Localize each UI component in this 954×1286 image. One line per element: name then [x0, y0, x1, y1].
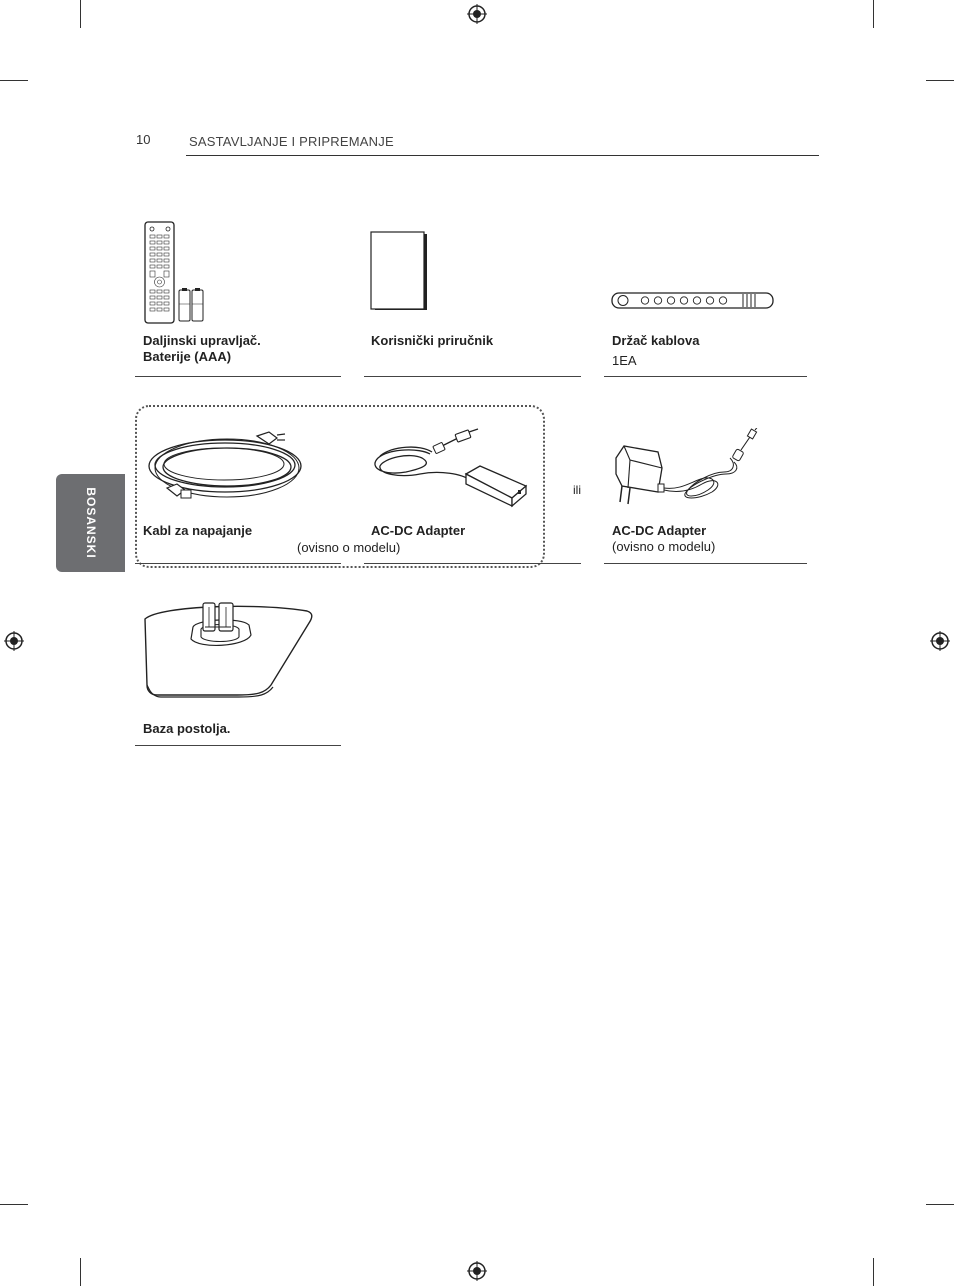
power-cord-icon: [145, 424, 310, 506]
remote-label-line2: Baterije (AAA): [143, 349, 232, 364]
header-divider: [186, 155, 819, 156]
adapter-a-model-note: (ovisno o modelu): [297, 540, 401, 555]
item-divider: [604, 563, 807, 564]
remote-label-line1: Daljinski upravljač.: [143, 333, 261, 348]
cable-holder-icon: [610, 290, 776, 312]
cable-holder-quantity: 1EA: [612, 353, 637, 368]
adapter-b-model-note: (ovisno o modelu): [612, 539, 716, 554]
crop-mark: [80, 1258, 81, 1286]
crop-mark: [80, 0, 81, 28]
item-divider: [135, 745, 341, 746]
remote-label: [143, 333, 261, 365]
wall-adapter-icon: [608, 428, 768, 512]
ac-dc-adapter-icon: [370, 428, 530, 508]
section-title: SASTAVLJANJE I PRIPREMANJE: [189, 134, 394, 149]
remote-control-icon: [144, 220, 214, 325]
crop-mark: [926, 1204, 954, 1205]
item-divider: [135, 563, 341, 564]
crop-mark: [873, 0, 874, 28]
registration-mark-icon: [467, 4, 487, 24]
registration-mark-icon: [4, 631, 24, 651]
crop-mark: [926, 80, 954, 81]
power-cord-label: Kabl za napajanje: [143, 523, 253, 538]
registration-mark-icon: [467, 1261, 487, 1281]
item-divider: [135, 376, 341, 377]
crop-mark: [0, 80, 28, 81]
registration-mark-icon: [930, 631, 950, 651]
language-tab-label: BOSANSKI: [83, 487, 98, 559]
item-divider: [364, 376, 581, 377]
crop-mark: [873, 1258, 874, 1286]
item-divider: [604, 376, 807, 377]
manual-book-icon: [369, 231, 431, 313]
stand-base-icon: [141, 597, 315, 699]
manual-label: Korisnički priručnik: [371, 333, 494, 348]
language-tab: [56, 474, 125, 572]
cable-holder-label: Držač kablova: [612, 333, 700, 348]
or-text: ili: [573, 483, 581, 497]
page-number: 10: [136, 132, 151, 147]
stand-base-label: Baza postolja.: [143, 721, 231, 736]
item-divider: [364, 563, 581, 564]
adapter-b-label: AC-DC Adapter: [612, 523, 707, 538]
adapter-a-label: AC-DC Adapter: [371, 523, 466, 538]
crop-mark: [0, 1204, 28, 1205]
